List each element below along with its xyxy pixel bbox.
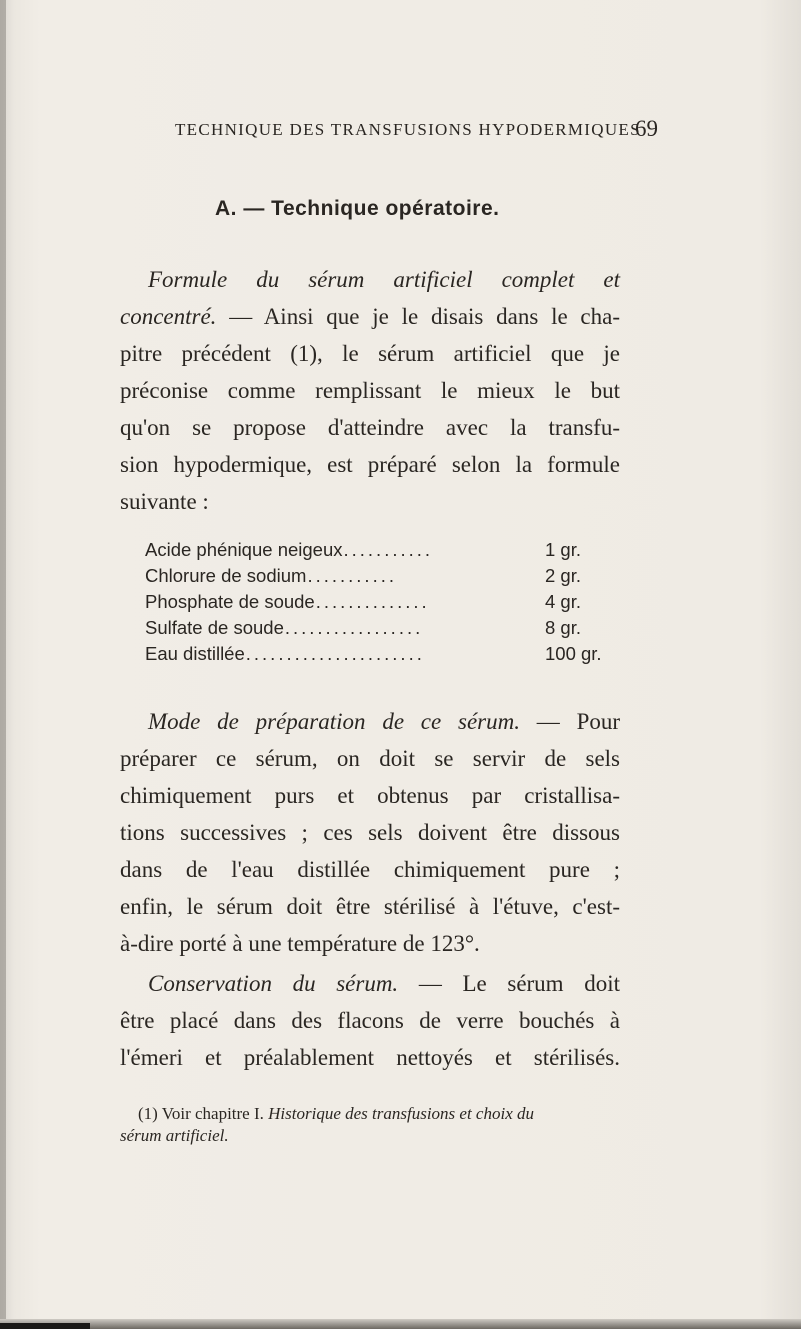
leader-dots: ........... bbox=[343, 539, 434, 560]
section-title: A. — Technique opératoire. bbox=[215, 197, 500, 220]
footnote-title: Historique des transfusions et choix du bbox=[268, 1104, 534, 1123]
paragraph-text: — Pour bbox=[536, 709, 621, 734]
paragraph-lead: Conservation du sérum. bbox=[148, 971, 399, 996]
recipe-row bbox=[145, 641, 621, 667]
paragraph-lead: concentré. bbox=[120, 304, 217, 329]
ingredient-quantity: 1 gr. bbox=[545, 539, 581, 560]
paragraph-text: — Le sérum doit bbox=[418, 971, 620, 996]
ingredient-quantity: 4 gr. bbox=[545, 591, 581, 612]
leader-dots: ................. bbox=[284, 617, 424, 638]
footnote-line bbox=[120, 1103, 620, 1125]
recipe-row bbox=[145, 537, 621, 563]
paragraph-line: préparer ce sérum, on doit se servir de sels bbox=[120, 746, 620, 771]
ingredient-name: Phosphate de soude bbox=[145, 591, 315, 612]
paragraph-line: suivante : bbox=[120, 489, 209, 514]
paragraph-line: qu'on se propose d'atteindre avec la transfu- bbox=[120, 415, 620, 440]
ingredient-name: Chlorure de sodium bbox=[145, 565, 307, 586]
running-title: TECHNIQUE DES TRANSFUSIONS HYPODERMIQUES bbox=[175, 120, 641, 139]
paragraph-line bbox=[120, 703, 620, 740]
page-bottom-shadow bbox=[0, 1323, 90, 1329]
paragraph-line: à-dire porté à une température de 123°. bbox=[120, 931, 480, 956]
paragraph-line bbox=[120, 298, 620, 335]
leader-dots: ........... bbox=[307, 565, 397, 586]
paragraph-line: chimiquement purs et obtenus par cristallisa- bbox=[120, 783, 620, 808]
page-left-edge bbox=[0, 0, 6, 1329]
page-bottom-edge bbox=[0, 1319, 801, 1329]
ingredient-quantity: 2 gr. bbox=[545, 565, 581, 586]
paragraph-line: préconise comme remplissant le mieux le but bbox=[120, 378, 620, 403]
leader-dots: .............. bbox=[315, 591, 430, 612]
running-header bbox=[175, 116, 658, 141]
paragraph-line: enfin, le sérum doit être stérilisé à l'étuve, c'est- bbox=[120, 894, 620, 919]
paragraph-text: — Ainsi que je le disais dans le cha- bbox=[229, 304, 621, 329]
paragraph-line: sion hypodermique, est préparé selon la formule bbox=[120, 452, 620, 477]
paragraph-line: dans de l'eau distillée chimiquement pure ; bbox=[120, 857, 620, 882]
footnote bbox=[120, 1103, 620, 1147]
paragraph-formula bbox=[120, 261, 620, 520]
ingredient-quantity: 100 gr. bbox=[545, 643, 602, 664]
ingredient-name: Sulfate de soude bbox=[145, 617, 284, 638]
paragraph-line: tions successives ; ces sels doivent être dissous bbox=[120, 820, 620, 845]
page-number: 69 bbox=[635, 116, 658, 141]
recipe-row bbox=[145, 563, 621, 589]
paragraph-preparation bbox=[120, 703, 620, 962]
ingredient-name: Eau distillée bbox=[145, 643, 245, 664]
paragraph-line: être placé dans des flacons de verre bouchés à bbox=[120, 1008, 620, 1033]
recipe-row bbox=[145, 589, 621, 615]
leader-dots: ...................... bbox=[245, 643, 425, 664]
recipe-list bbox=[145, 537, 621, 667]
footnote-prefix: (1) Voir chapitre I. bbox=[138, 1104, 264, 1123]
paragraph-line: pitre précédent (1), le sérum artificiel que je bbox=[120, 341, 620, 366]
paragraph-lead: Formule du sérum artificiel complet et bbox=[148, 267, 620, 292]
paragraph-line bbox=[120, 965, 620, 1002]
footnote-line: sérum artificiel. bbox=[120, 1126, 229, 1145]
ingredient-quantity: 8 gr. bbox=[545, 617, 581, 638]
ingredient-name: Acide phénique neigeux bbox=[145, 539, 343, 560]
paragraph-lead: Mode de préparation de ce sérum. bbox=[148, 709, 520, 734]
paragraph-line bbox=[120, 261, 620, 298]
paragraph-conservation bbox=[120, 965, 620, 1076]
recipe-row bbox=[145, 615, 621, 641]
paragraph-line: l'émeri et préalablement nettoyés et stérilisés. bbox=[120, 1045, 620, 1070]
